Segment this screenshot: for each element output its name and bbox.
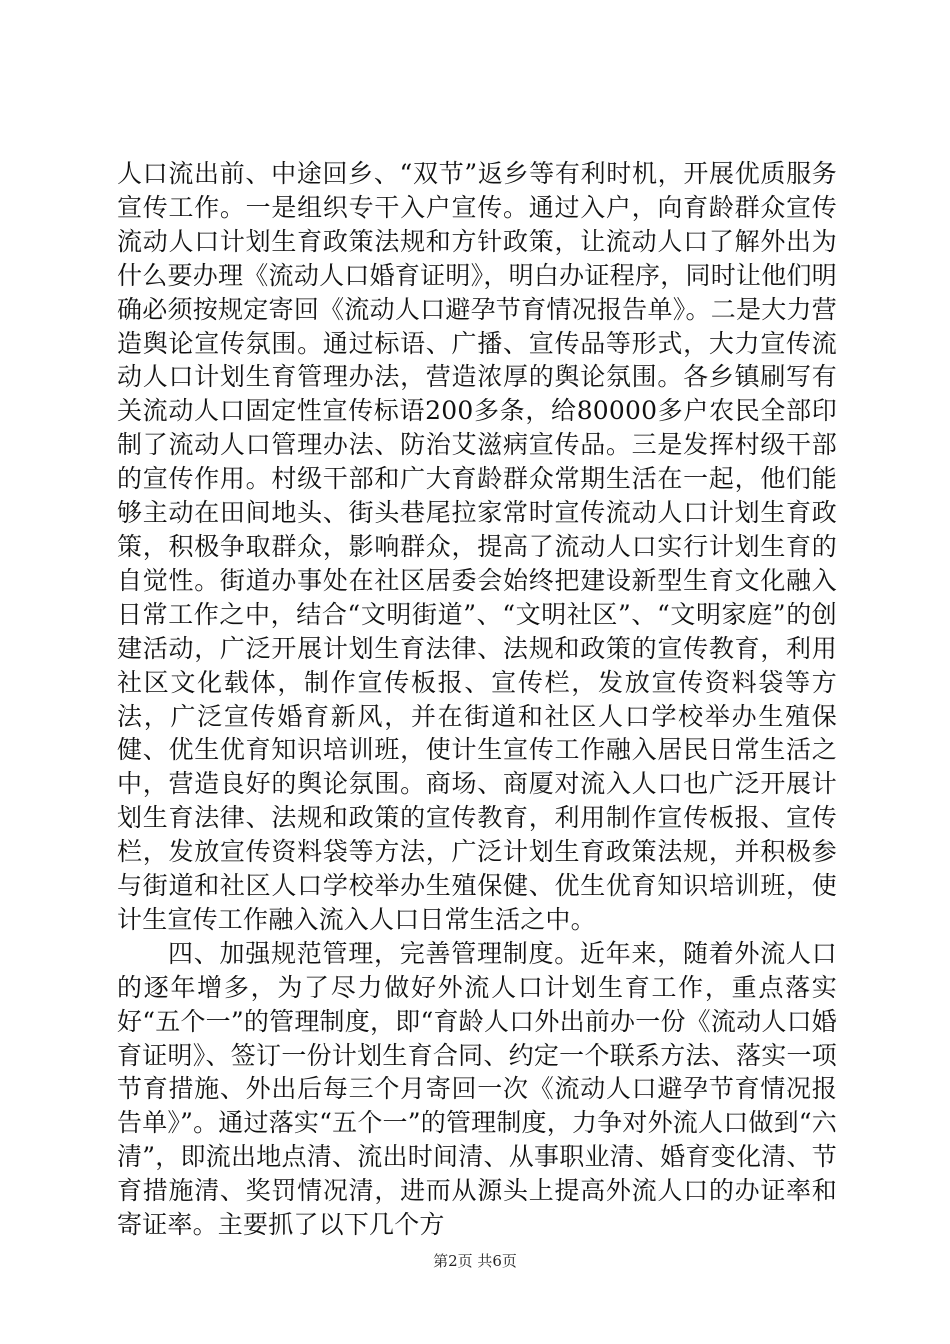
paragraph-section-four: 四、加强规范管理，完善管理制度。近年来，随着外流人口的逐年增多，为了尽力做好外流人口计划生育工作，重点落实好“五个一”的管理制度，即“育龄人口外出前办一份《流动人口婚育证明》、签订一份计划生育合同、约定一个联系方法、落实一项节育措施、外出后每三个月寄回一次《流动人口避孕节育情况报告单》”。通过落实“五个一”的管理制度，力争对外流人口做到“六清”，即流出地点清、流出时间清、从事职业清、婚育变化清、节育措施清、奖罚情况清，进而从源头上提高外流人口的办证率和寄证率。主要抓了以下几个方: [117, 938, 837, 1240]
page-number-footer: 第2页 共6页: [433, 1252, 517, 1270]
paragraph-continuation: 人口流出前、中途回乡、“双节”返乡等有利时机，开展优质服务宣传工作。一是组织专干入户宣传。通过入户，向育龄群众宣传流动人口计划生育政策法规和方针政策，让流动人口了解外出为什么要办理《流动人口婚育证明》，明白办证程序，同时让他们明确必须按规定寄回《流动人口避孕节育情况报告单》。二是大力营造舆论宣传氛围。通过标语、广播、宣传品等形式，大力宣传流动人口计划生育管理办法，营造浓厚的舆论氛围。各乡镇刷写有关流动人口固定性宣传标语200多条，给80000多户农民全部印制了流动人口管理办法、防治艾滋病宣传品。三是发挥村级干部的宣传作用。村级干部和广大育龄群众常期生活在一起，他们能够主动在田间地头、街头巷尾拉家常时宣传流动人口计划生育政策，积极争取群众，影响群众，提高了流动人口实行计划生育的自觉性。街道办事处在社区居委会始终把建设新型生育文化融入日常工作之中，结合“文明街道”、“文明社区”、“文明家庭”的创建活动，广泛开展计划生育法律、法规和政策的宣传教育，利用社区文化载体，制作宣传板报、宣传栏，发放宣传资料袋等方法，广泛宣传婚育新风，并在街道和社区人口学校举办生殖保健、优生优育知识培训班，使计生宣传工作融入居民日常生活之中，营造良好的舆论氛围。商场、商厦对流入人口也广泛开展计划生育法律、法规和政策的宣传教育，利用制作宣传板报、宣传栏，发放宣传资料袋等方法，广泛计划生育政策法规，并积极参与街道和社区人口学校举办生殖保健、优生优育知识培训班，使计生宣传工作融入流入人口日常生活之中。: [117, 159, 837, 934]
document-body: [117, 157, 837, 1242]
